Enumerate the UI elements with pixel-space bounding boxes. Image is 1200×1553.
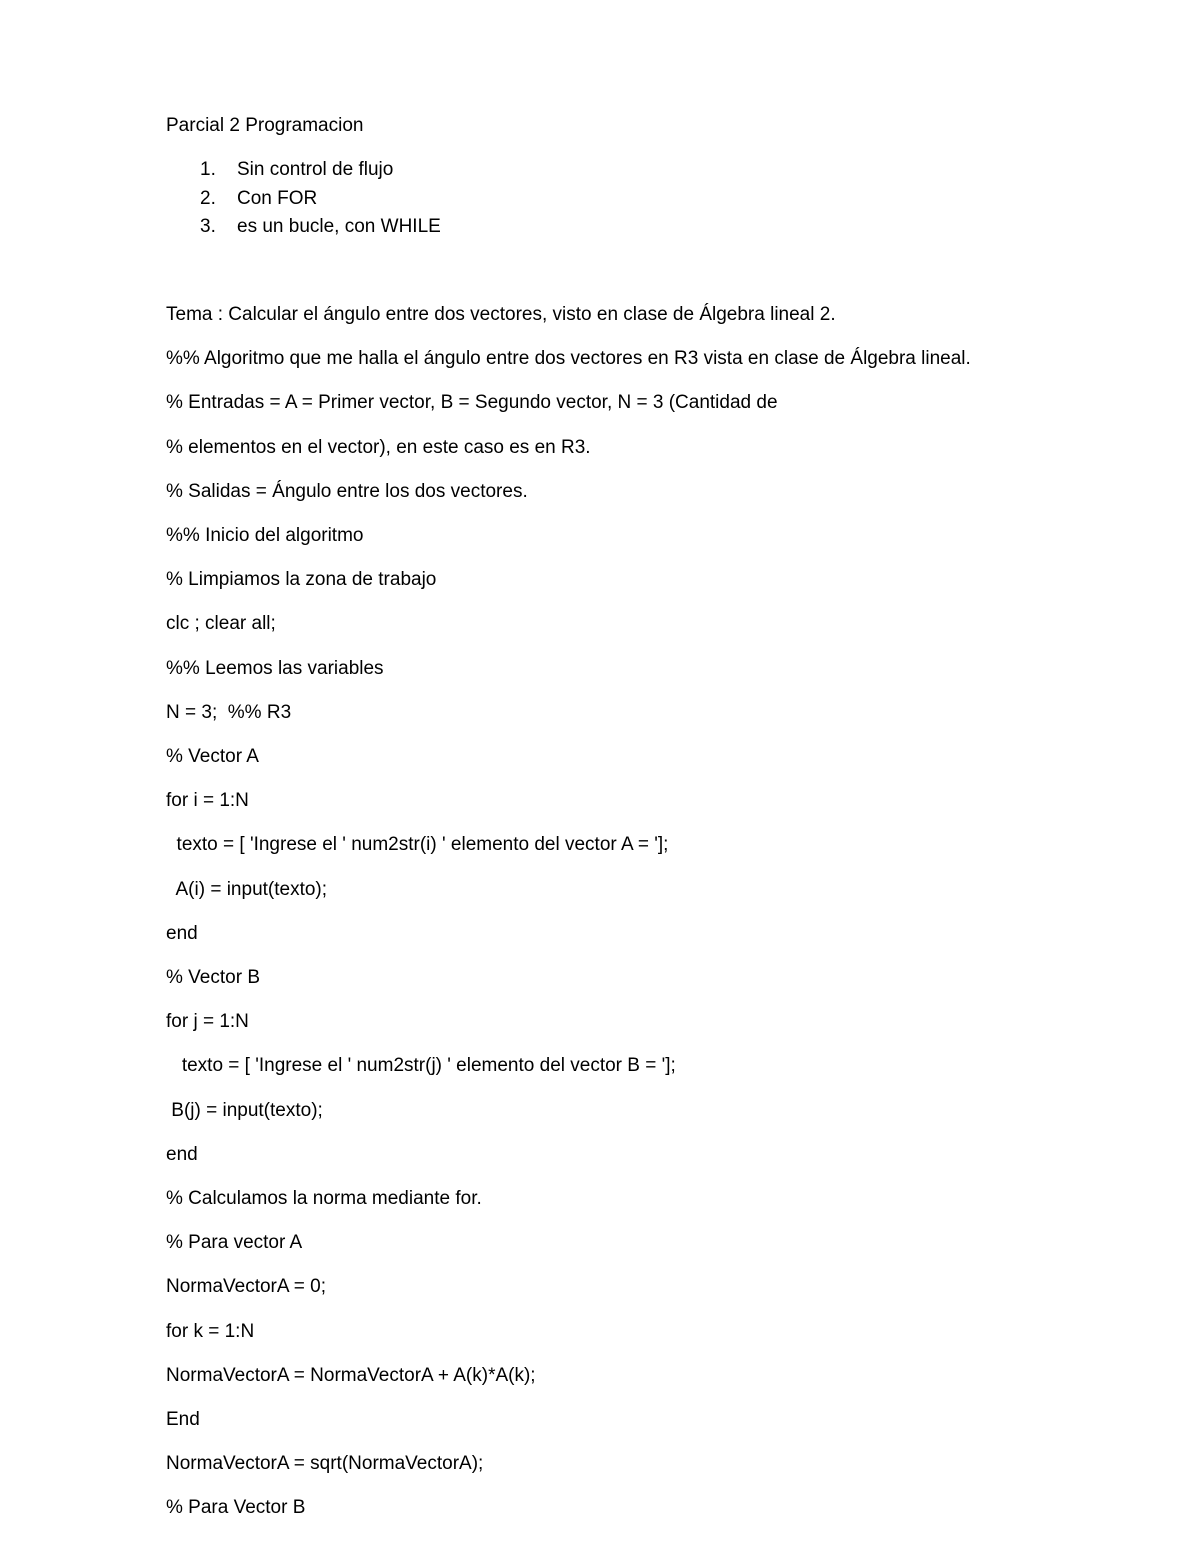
code-line: for i = 1:N	[166, 790, 249, 812]
code-line: % Limpiamos la zona de trabajo	[166, 569, 437, 591]
list-item-text: Con FOR	[237, 187, 318, 209]
code-line: End	[166, 1409, 200, 1430]
code-line: % Para Vector B	[166, 1497, 306, 1519]
code-line: N = 3; %% R3	[166, 701, 292, 723]
code-line: NormaVectorA = sqrt(NormaVectorA);	[166, 1453, 484, 1475]
code-line: NormaVectorA = 0;	[166, 1276, 326, 1298]
list-item-text: es un bucle, con WHILE	[237, 216, 441, 237]
code-line: A(i) = input(texto);	[166, 878, 328, 900]
code-line: NormaVectorA = NormaVectorA + A(k)*A(k);	[166, 1364, 536, 1386]
code-line: %% Algoritmo que me halla el ángulo entre dos vectores en R3 vista en clase de Álgebra lineal.	[166, 348, 971, 370]
code-line: B(j) = input(texto);	[166, 1099, 323, 1121]
code-line: %% Inicio del algoritmo	[166, 525, 364, 546]
code-line: % Entradas = A = Primer vector, B = Segundo vector, N = 3 (Cantidad de	[166, 392, 778, 414]
code-line: texto = [ 'Ingrese el ' num2str(i) ' elemento del vector A = '];	[166, 834, 669, 856]
code-line: % Vector B	[166, 967, 260, 988]
code-line: clc ; clear all;	[166, 613, 276, 635]
topic-line: Tema : Calcular el ángulo entre dos vectores, visto en clase de Álgebra lineal 2.	[166, 304, 836, 325]
list-item-number: 3.	[200, 216, 216, 237]
list-item-text: Sin control de flujo	[237, 159, 394, 180]
code-line: texto = [ 'Ingrese el ' num2str(j) ' elemento del vector B = '];	[166, 1055, 676, 1077]
code-line: end	[166, 1143, 198, 1165]
code-line: for j = 1:N	[166, 1011, 249, 1033]
document-title: Parcial 2 Programacion	[166, 115, 364, 136]
code-line: end	[166, 922, 198, 944]
code-line: % Vector A	[166, 746, 259, 767]
code-line: %% Leemos las variables	[166, 657, 384, 679]
list-item-number: 2.	[200, 187, 216, 209]
code-line: % Para vector A	[166, 1232, 303, 1254]
code-line: % Salidas = Ángulo entre los dos vectores.	[166, 480, 528, 502]
code-line: % elementos en el vector), en este caso es en R3.	[166, 436, 591, 458]
list-item-number: 1.	[200, 159, 216, 180]
code-line: for k = 1:N	[166, 1320, 255, 1342]
code-line: % Calculamos la norma mediante for.	[166, 1188, 482, 1209]
